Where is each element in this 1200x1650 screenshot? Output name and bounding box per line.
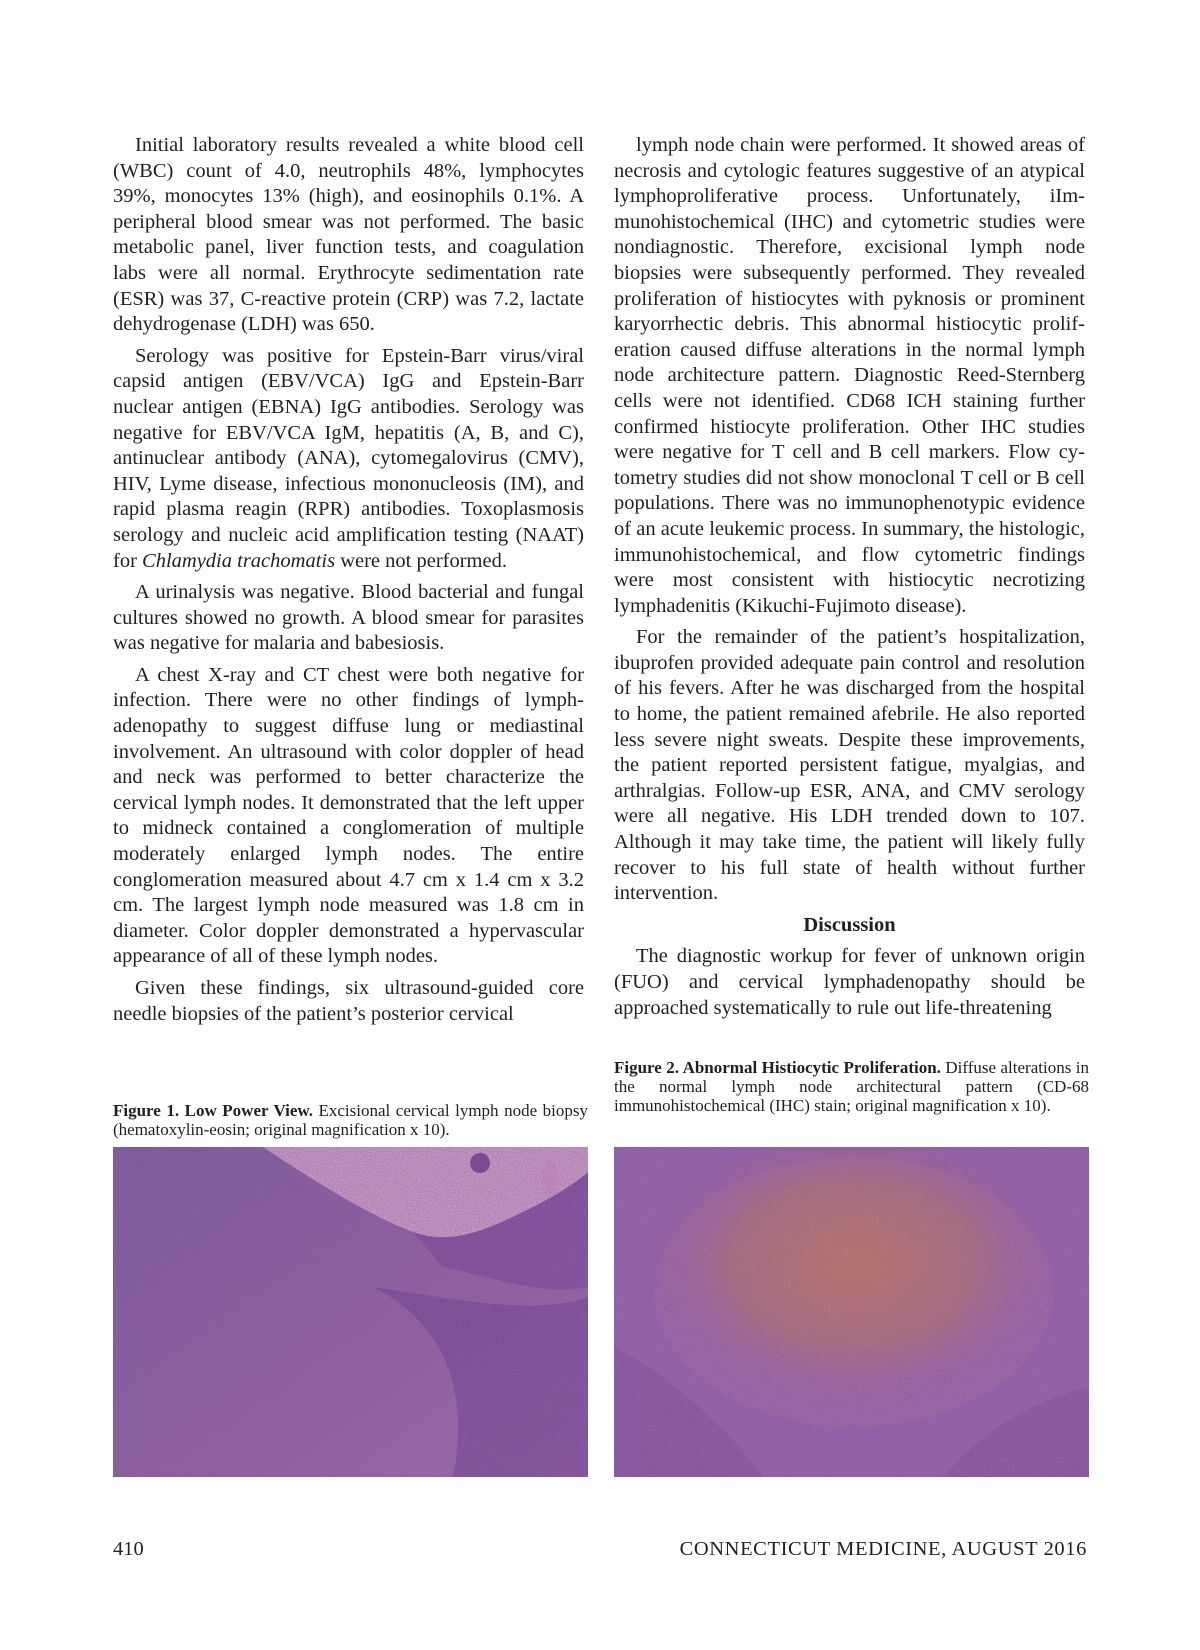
left-column [113, 133, 584, 1033]
paragraph-serology [113, 344, 584, 574]
figure1-micrograph [113, 1147, 588, 1477]
right-column [614, 133, 1085, 1027]
page-number: 410 [113, 1538, 144, 1560]
figure1-label: Figure 1. Low Power View. [113, 1101, 313, 1120]
journal-footer: CONNECTICUT MEDICINE, AUGUST 2016 [679, 1538, 1087, 1560]
serology-text-b: were not performed. [340, 549, 507, 572]
paragraph-urinalysis: A urinalysis was negative. Blood bacterial and fungal cultures showed no growth. A blood smear for parasites was negative for malaria and babesiosis. [113, 581, 584, 655]
serology-text-a: Serology was positive for Epstein-Barr virus/viral capsid antigen (EBV/VCA) IgG and Epstein-Barr nuclear antigen (EBNA) IgG antibodies. Serology was negative for EBV/VCA IgM, hepatitis (A, B, and C), antinuclear antibody (ANA), cytomegalovirus (CMV), HIV, Lyme disease, infectious mononucleosis (IM), and rapid plasma reagin (RPR) antibodies. Toxoplasmosis serology and nucleic acid amplification testing (NAAT) for [113, 344, 584, 572]
figure2-label: Figure 2. Abnormal Histiocytic Proliferation. [614, 1058, 941, 1077]
paragraph-discussion: The diagnostic workup for fever of unknown origin (FUO) and cervical lymphadenopathy should be approached systematically to rule out life-threatening [614, 945, 1085, 1019]
species-name: Chlamydia trachomatis [142, 549, 336, 572]
section-heading-discussion: Discussion [803, 913, 896, 936]
paragraph-lab-results: Initial laboratory results revealed a white blood cell (WBC) count of 4.0, neutrophils 48%, lymphocytes 39%, monocytes 13% (high), and eosinophils 0.1%. A peripheral blood smear was not performed. The basic metabolic panel, liver function tests, and coagulation labs were all normal. Erythrocyte sedimentation rate (ESR) was 37, C-reactive protein (CRP) was 7.2, lactate dehydrogenase (LDH) was 650. [113, 134, 584, 336]
paragraph-hospital-course: For the remainder of the patient’s hospitalization, ibuprofen provided adequate pain control and resolution of his fevers. After he was discharged from the hospital to home, the patient remained afebrile. He also reported less severe night sweats. Despite these improvements, the patient reported persistent fatigue, myalgias, and arthralgias. Follow-up ESR, ANA, and CMV serology were all negative. His LDH trended down to 107. Although it may take time, the patient will likely fully recover to his full state of health without further intervention. [614, 626, 1085, 905]
figure1-caption [113, 1101, 588, 1139]
figure2-caption-text: Diffuse alterations in the normal lymph node architectural pattern (CD-68 immunohistochemical (IHC) stain; original magnification x 10). [614, 1058, 1089, 1115]
figure1-caption-text: Excisional cervical lymph node biopsy (hematoxylin-eosin; original magnification x 10). [113, 1101, 588, 1139]
figure2-caption [614, 1058, 1089, 1115]
paragraph-histology: lymph node chain were performed. It showed areas of necrosis and cytologic features suggestive of an atypical lymphoproliferative process. Unfortunately, iImmunohistochemical (IHC) and cytometric studies were nondiagnostic. Therefore, excisional lymph node biopsies were subsequently performed. They revealed proliferation of histiocytes with pyknosis or prominent karyorrhectic debris. This abnormal histiocytic proliferation caused diffuse alterations in the normal lymph node architecture pattern. Diagnostic Reed-Sternberg cells were not identified. CD68 ICH staining further confirmed histiocyte proliferation. Other IHC studies were negative for T cell and B cell markers. Flow cytometry studies did not show monoclonal T cell or B cell populations. There was no immunophenotypic evidence of an acute leukemic process. In summary, the histologic, immunohistochemical, and flow cytometric findings were most consistent with histiocytic necrotizing lymphadenitis (Kikuchi-Fujimoto disease). [614, 134, 1085, 617]
paragraph-biopsies: Given these findings, six ultrasound-guided core needle biopsies of the patient’s posterior cervical [113, 977, 584, 1025]
figure2-micrograph [614, 1147, 1089, 1477]
paragraph-imaging: A chest X-ray and CT chest were both negative for infection. There were no other findings of lymphadenopathy to suggest diffuse lung or mediastinal involvement. An ultrasound with color doppler of head and neck was performed to better characterize the cervical lymph nodes. It demonstrated that the left upper to midneck contained a conglomeration of multiple moderately enlarged lymph nodes. The entire conglomeration measured about 4.7 cm x 1.4 cm x 3.2 cm. The largest lymph node measured was 1.8 cm in diameter. Color doppler demonstrated a hypervascular appearance of all of these lymph nodes. [113, 663, 584, 968]
